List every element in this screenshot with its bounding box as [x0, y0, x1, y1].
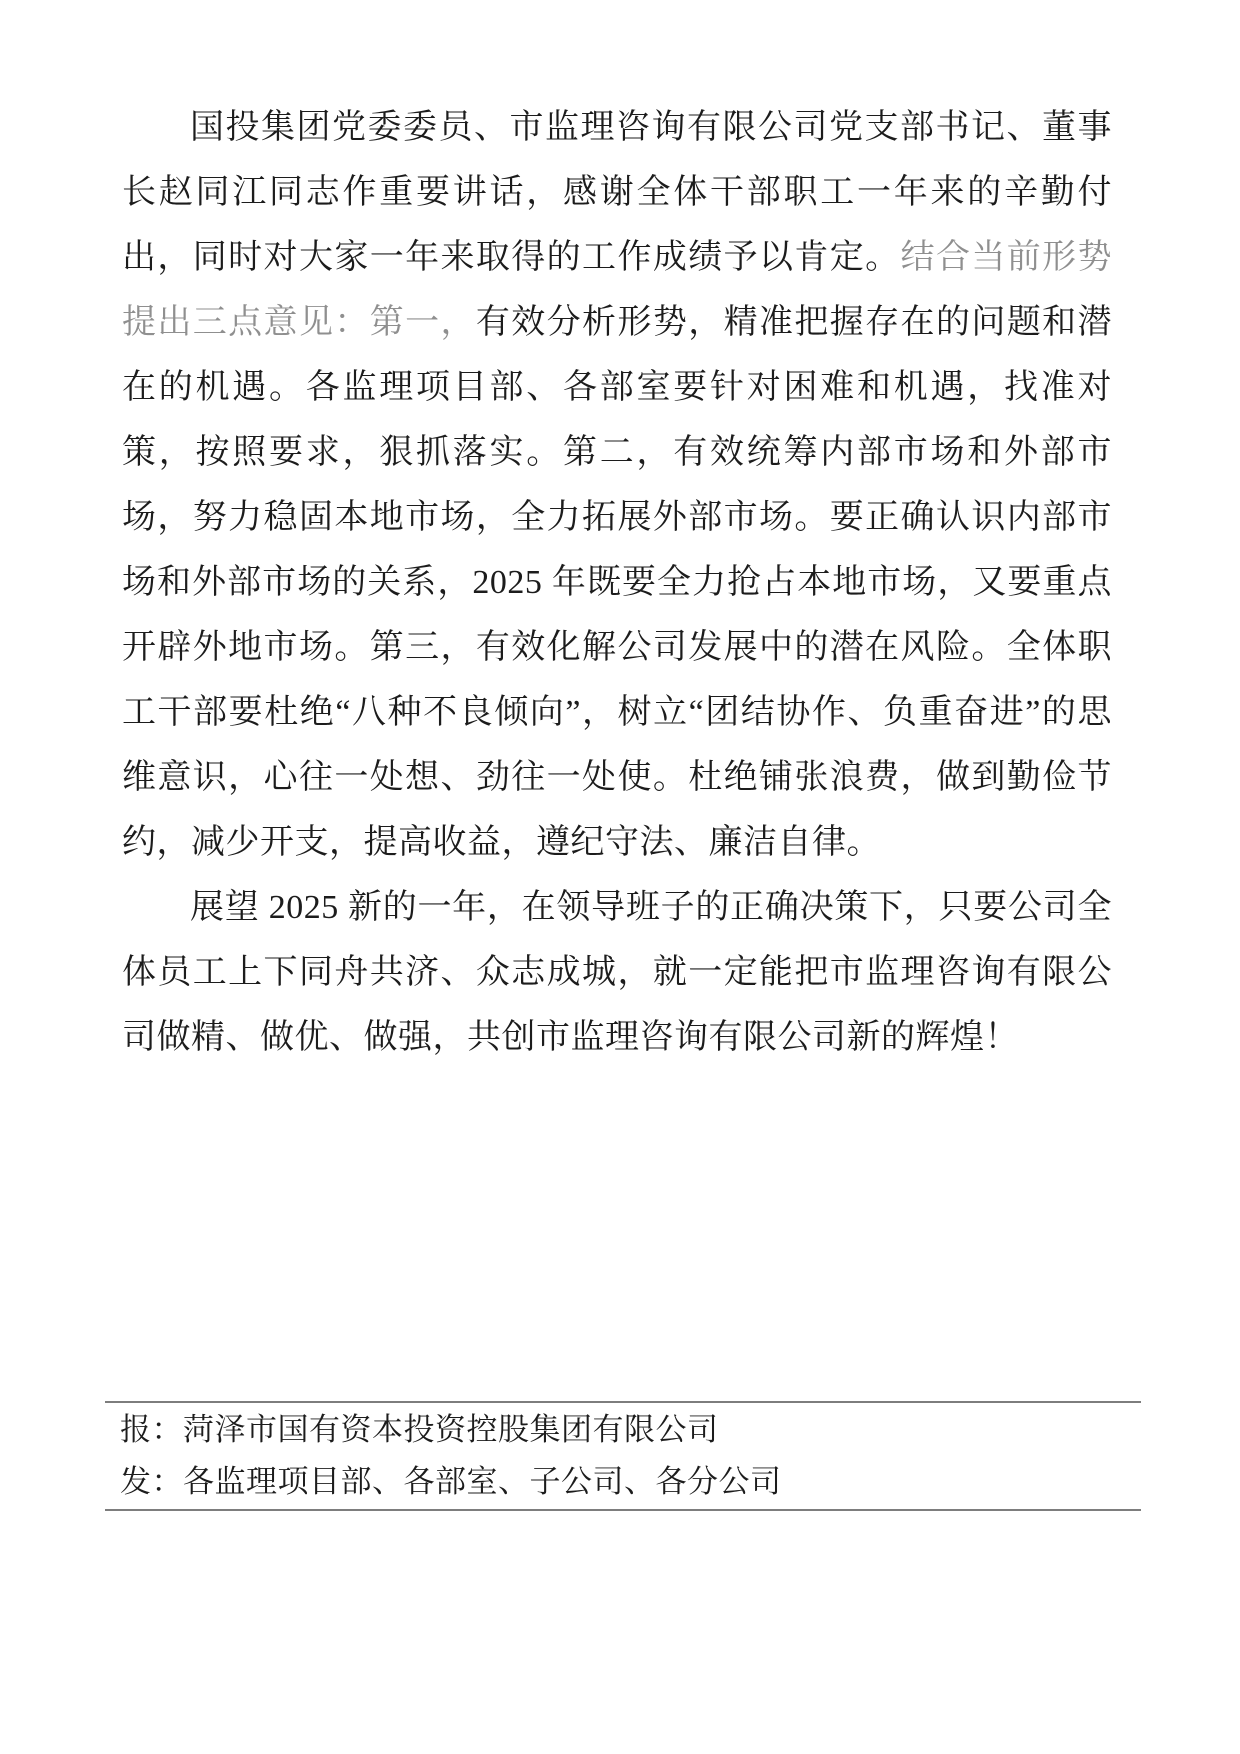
- distribution-footer: [105, 1401, 1141, 1511]
- footer-line-report: [120, 1404, 1141, 1456]
- highlighted-text-segment: 结合当前形势提出三点意见：第一，: [122, 239, 1113, 341]
- footer-rule-bottom: [105, 1509, 1141, 1511]
- text-segment: 展望 2025 新的一年，在领导班子的正确决策下，只要公司全体员工上下同舟共济、众志成城，就一定能把市监理咨询有限公司做精、做优、做强，共创市监理咨询有限公司新的辉煌！: [122, 889, 1112, 1056]
- footer-distribute-prefix: 发：: [120, 1464, 183, 1499]
- footer-line-distribute: [120, 1456, 1141, 1508]
- body-paragraph-1: [122, 95, 1112, 875]
- footer-report-text: 菏泽市国有资本投资控股集团有限公司: [183, 1412, 719, 1447]
- footer-distribute-text: 各监理项目部、各部室、子公司、各分公司: [183, 1464, 782, 1499]
- text-segment: 有效分析形势，精准把握存在的问题和潜在的机遇。各监理项目部、各部室要针对困难和机遇，找准对策，按照要求，狠抓落实。第二，有效统筹内部市场和外部市场，努力稳固本地市场，全力拓展外部市场。要正确认识内部市场和外部市场的关系，2025 年既要全力抢占本地市场，又要重点开辟外地市场。第三，有效化解公司发展中的潜在风险。全体职工干部要杜绝“八种不良倾向”，树立“团结协作、负重奋进”的思维意识，心往一处想、劲往一处使。杜绝铺张浪费，做到勤俭节约，减少开支，提高收益，遵纪守法、廉洁自律。: [122, 304, 1113, 861]
- footer-lines: [105, 1403, 1141, 1509]
- document-body: [122, 95, 1112, 1070]
- text-segment: 国投集团党委委员、市监理咨询有限公司党支部书记、董事长赵同江同志作重要讲话，感谢全体干部职工一年来的辛勤付出，同时对大家一年来取得的工作成绩予以肯定。: [122, 109, 1112, 276]
- body-paragraph-2: [122, 875, 1112, 1070]
- footer-report-prefix: 报：: [120, 1412, 183, 1447]
